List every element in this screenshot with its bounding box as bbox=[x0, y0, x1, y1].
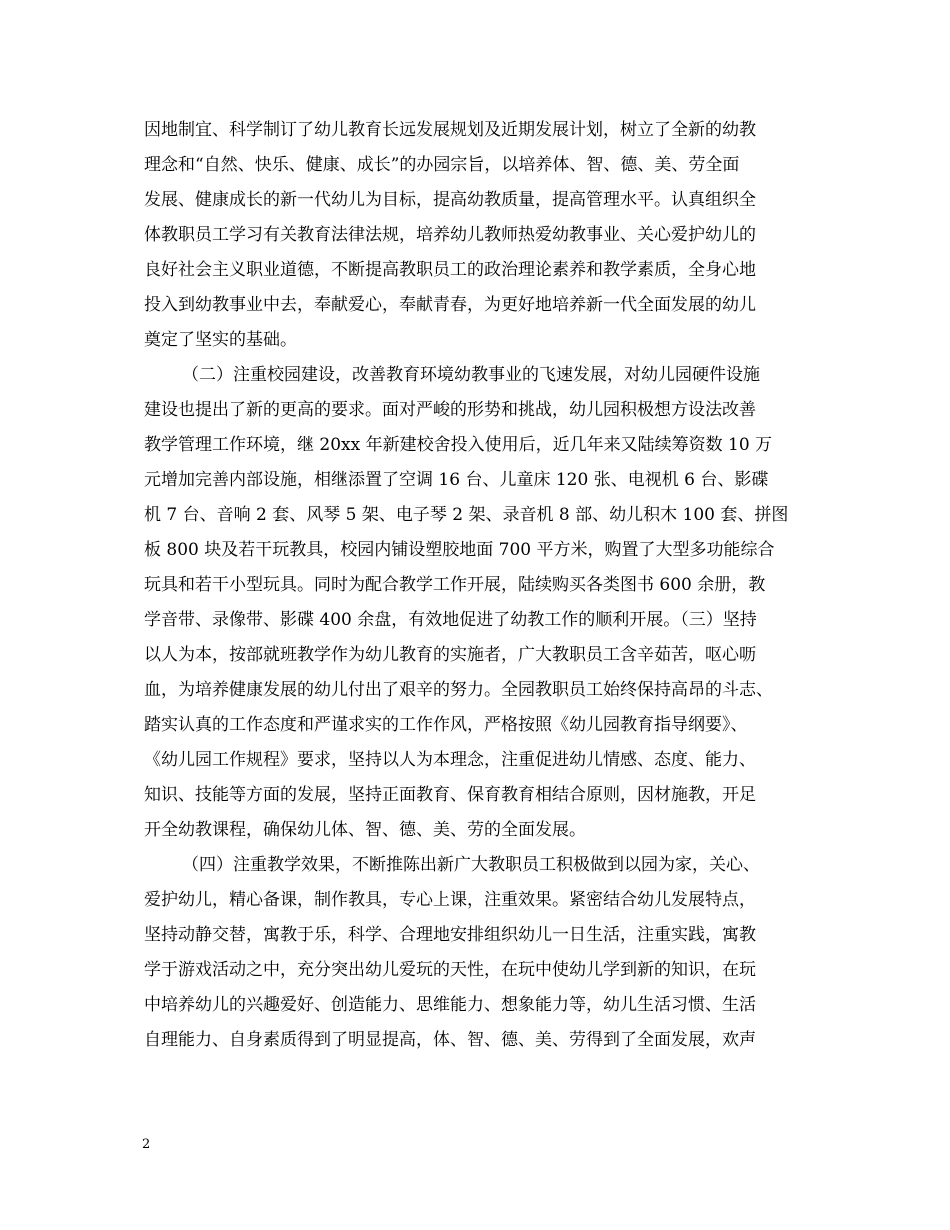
body-text-line: 奠定了坚实的基础。 bbox=[144, 330, 297, 350]
body-text-line: 以人为本，按部就班教学作为幼儿教育的实施者，广大教职员工含辛茹苦，呕心呖 bbox=[144, 645, 756, 665]
body-text-line: 学于游戏活动之中，充分突出幼儿爱玩的天性，在玩中使幼儿学到新的知识，在玩 bbox=[144, 960, 756, 980]
body-text-line: 良好社会主义职业道德，不断提高教职员工的政治理论素养和教学素质，全身心地 bbox=[144, 260, 756, 280]
body-text-line: 学音带、录像带、影碟 400 余盘，有效地促进了幼教工作的顺利开展。（三）坚持 bbox=[144, 610, 757, 630]
body-text-line: 建设也提出了新的更高的要求。面对严峻的形势和挑战，幼儿园积极想方设法改善 bbox=[144, 400, 756, 420]
body-text-line: 坚持动静交替，寓教于乐，科学、合理地安排组织幼儿一日生活，注重实践，寓教 bbox=[144, 925, 756, 945]
paragraph-heading-2: （二）注重校园建设，改善教育环境幼教事业的飞速发展，对幼儿园硬件设施 bbox=[182, 365, 760, 385]
body-text-line: 知识、技能等方面的发展，坚持正面教育、保育教育相结合原则，因材施教，开足 bbox=[144, 785, 756, 805]
body-text-line: 玩具和若干小型玩具。同时为配合教学工作开展，陆续购买各类图书 600 余册，教 bbox=[144, 575, 766, 595]
body-text-line: 踏实认真的工作态度和严谨求实的工作作风，严格按照《幼儿园教育指导纲要》、 bbox=[144, 715, 748, 735]
body-text-line: 元增加完善内部设施，相继添置了空调 16 台、儿童床 120 张、电视机 6 台、影碟 bbox=[144, 470, 769, 490]
paragraph-heading-4: （四）注重教学效果，不断推陈出新广大教职员工积极做到以园为家，关心、 bbox=[182, 855, 760, 875]
body-text-line: 教学管理工作环境，继 20xx 年新建校舍投入使用后，近几年来又陆续筹资数 10 万 bbox=[144, 435, 773, 455]
body-text-line: 爱护幼儿，精心备课，制作教具，专心上课，注重效果。紧密结合幼儿发展特点， bbox=[144, 890, 756, 910]
body-text-line: 因地制宜、科学制订了幼儿教育长远发展规划及近期发展计划，树立了全新的幼教 bbox=[144, 120, 756, 140]
body-text-line: 体教职员工学习有关教育法律法规，培养幼儿教师热爱幼教事业、关心爱护幼儿的 bbox=[144, 225, 756, 245]
body-text-line: 《幼儿园工作规程》要求，坚持以人为本理念，注重促进幼儿情感、态度、能力、 bbox=[144, 750, 756, 770]
body-text-line: 发展、健康成长的新一代幼儿为目标，提高幼教质量，提高管理水平。认真组织全 bbox=[144, 190, 756, 210]
body-text-line: 机 7 台、音响 2 套、风琴 5 架、电子琴 2 架、录音机 8 部、幼儿积木 100 套、拼图 bbox=[144, 505, 789, 525]
body-text-line: 投入到幼教事业中去，奉献爱心，奉献青春，为更好地培养新一代全面发展的幼儿 bbox=[144, 295, 756, 315]
body-text-line: 理念和“自然、快乐、健康、成长”的办园宗旨，以培养体、智、德、美、劳全面 bbox=[144, 155, 740, 175]
body-text-line: 中培养幼儿的兴趣爱好、创造能力、思维能力、想象能力等，幼儿生活习惯、生活 bbox=[144, 995, 756, 1015]
page-number: 2 bbox=[142, 1137, 151, 1152]
body-text-line: 血，为培养健康发展的幼儿付出了艰辛的努力。全园教职员工始终保持高昂的斗志、 bbox=[144, 680, 773, 700]
body-text-line: 开全幼教课程，确保幼儿体、智、德、美、劳的全面发展。 bbox=[144, 820, 586, 840]
body-text-line: 自理能力、自身素质得到了明显提高，体、智、德、美、劳得到了全面发展，欢声 bbox=[144, 1030, 756, 1050]
body-text-line: 板 800 块及若干玩教具，校园内铺设塑胶地面 700 平方米，购置了大型多功能综合 bbox=[144, 540, 775, 560]
